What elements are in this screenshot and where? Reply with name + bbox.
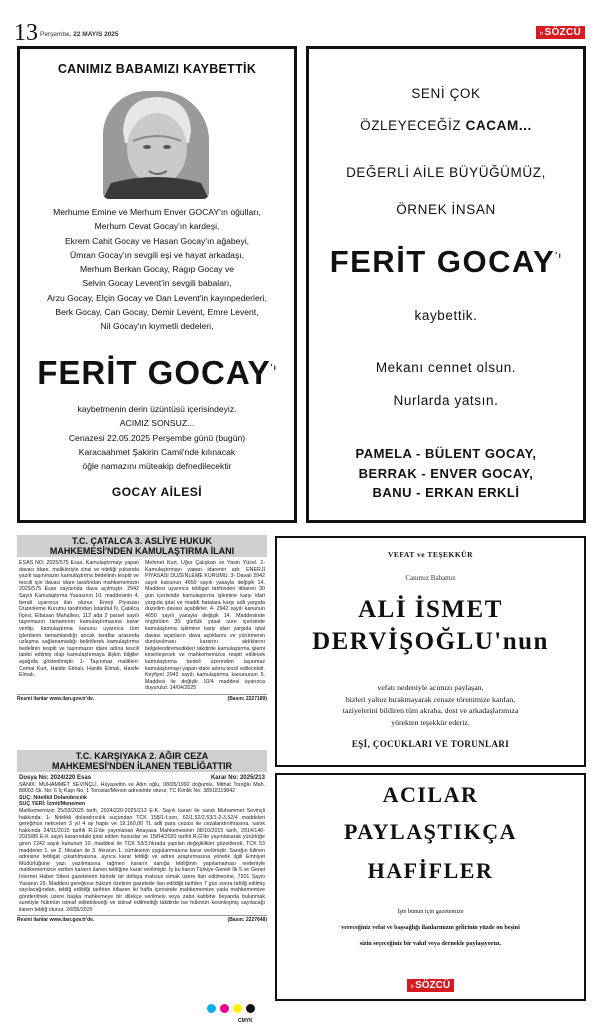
deceased-portrait-photo: [103, 91, 209, 199]
notice1-left-column: ESAS NO: 2025/575 Esas. Kamulaştırmayı yapan davacı idare, malikleriyle cinsi ve niteliği yukarıda yazılı taşınmazın kamulaştırma bedelinin tespiti ve tescili için davacı idare tarafından mahkememizin 2025/575 Esas sayısında dava açılmıştır. 2942 Sayılı Kamulaştırma Yasasının 10. maddesinin 4. bendi uyarınca ilan olunur. Enerji Piyasası Düzenleme Kurumu tarafından İstanbul İli, Çatalca İlçesi, Elbasan Mahallesi, 112 ada 2 parsel sayılı taşınmazın tamamının kamulaştırmasına karar verilip, kamulaştırma kanunu uyarınca tüm işlemlerin tamamlandığı ancak taraflar arasında uzlaşma sağlanamadığı belirtilerek kamulaştırma bedelinin tespiti ve taşınmazın idare adına tescili talebi edilmiş olup kamulaştırmaya ilişkin bilgiler aşağıda gösterilmiştir. 1- Taşınmaz malikleri: Cemal Kurt, Halide Elmalı, Hanife Elmalı, Hanife Elmalı,: [19, 560, 139, 679]
notice2-crime-location: SUÇ YERİ: İzmit/Menemen: [19, 801, 86, 808]
ad2-line3: DEĞERLİ AİLE BÜYÜĞÜMÜZ,: [346, 165, 546, 180]
ad2-signatures: PAMELA - BÜLENT GOCAY, BERRAK - ENVER GOCAY, BANU - ERKAN ERKLİ: [355, 446, 537, 500]
obituary-ad-gocay-family: [17, 46, 297, 523]
cyan-dot: [207, 1004, 216, 1013]
ad2-line5: kaybettik.: [414, 308, 478, 323]
ad1-deceased-name: FERİT $GOCAY^{'ı}$: [37, 354, 277, 391]
ad4-line1: ACILAR: [382, 782, 479, 807]
ad1-title: CANIMIZ BABAMIZI KAYBETTİK: [57, 62, 257, 76]
magenta-dot: [220, 1004, 229, 1013]
ad4-text2: vereceğiniz vefat ve başsağlığı ilanlarınızın gelirinin yüzde on beşini: [341, 924, 520, 931]
ad4-text1: İşte bunun için gazetemize: [397, 908, 464, 915]
legal-notice-catalca: [17, 535, 267, 748]
obituary-ad-cacam: [306, 46, 586, 523]
ad3-thanks-text: vefatı nedeniyle acımızı paylaşan, bizleri yalnız bırakmayarak cenaze törenimize katılan, taziyelerini bildiren tüm akraba, dost ve arkadaşlarımıza yürekten teşekkür ederiz.: [342, 683, 519, 727]
ad1-family-signature: GOCAY AİLESİ: [111, 485, 203, 499]
notice2-title: T.C. KARŞIYAKA 2. AĞIR CEZA MAHKEMESİ'NDEN İLANEN TEBLİĞATTIR: [17, 750, 267, 772]
ad2-line1: SENİ ÇOK: [411, 86, 481, 101]
ad2-line7: Nurlarda yatsın.: [393, 393, 499, 408]
ad2-line4: ÖRNEK İNSAN: [396, 202, 496, 217]
vefat-tesekkur-ad: [275, 536, 586, 767]
ad4-text3: sizin seçeceğiniz bir vakıf veya dernekle paylaşıyoruz.: [359, 940, 502, 947]
yellow-dot: [233, 1004, 242, 1013]
ad2-line6: Mekanı cennet olsun.: [375, 360, 517, 375]
sozcu-logo[interactable]: trSÖZCÜ: [536, 26, 585, 39]
notice1-title: T.C. ÇATALCA 3. ASLİYE HUKUK MAHKEMESİ'NDEN KAMULAŞTIRMA İLANI: [17, 535, 267, 557]
notice2-footer: Resmi ilanlar www.ilan.gov.tr'de. (Basın: 2227648): [17, 917, 267, 924]
notice2-case-numbers: Dosya No: 2024/220 Esas Karar No: 2025/213: [19, 775, 265, 781]
ad2-line2: ÖZLEYECEĞİZ CACAM...: [360, 118, 532, 133]
notice1-right-column: Mehmet Kurt, Uğur Çalışkan ve Yasin Yücel. 2- Kamulaştırmayı yapan idarenin adı: ENERJİ PİYASASI DÜZENLEME KURUMU. 3- Davalı 2942 sayılı kanunun 4650 sayılı yasayla değişik 14. Maddesi uyarınca tebligat tarihinden itibaren 30 gün içerisinde kamulaştırma işlemine karşı idari yargıda iptal ve maddi hatalara karşı adli yargıda düzeltim davası açabilirler. 4- 2942 sayılı kanunun 4650 sayılı yasayla değişik 14. Maddesinde öngörülen 30 günlük yasal süre içerisinde kamulaştırma işlemine karşı idari yargıda iptal davası açanların dava açtıklarını ve yürütmenin durdurulması kararını aldıklarını belgelendiremedikleri takdirde kamulaştırma işlemi kesinleşecek ve mahkememizce tespit edilecek kamulaştırma bedeli üzerinden taşınmaz kamulaştırmayı yapan idare adına tescil edilecektir. Keyfiyet 2942 sayılı kamulaştırma kanununun 5. Maddesi ile değişik 10/4 maddesi uyarınca duyurulur. 14/04/2025: [145, 560, 265, 692]
ad1-family-lines: Merhume Emine ve Merhum Enver GOCAY'ın oğulları, Merhum Cevat Gocay'ın kardeşi, Ekrem Cahit Gocay ve Hasan Gocay'ın ağabeyi, Ümran Gocay'ın sevgili eşi ve hayat arkadaşı, Merhum Berkan Gocay, Ragıp Gocay ve Selvin Gocay Levent'in sevgili babaları, Arzu Gocay, Elçin Gocay ve Dan Levent'in kayınpederleri, Berk Gocay, Can Gocay, Demir Levent, Emre Levent, Nil Gocay'ın kıymetli dedeleri,: [47, 207, 267, 332]
ad3-family-signature: EŞİ, ÇOCUKLARI VE TORUNLARI: [351, 739, 510, 749]
ad2-deceased-name: FERİT $GOCAY^{'ı}$: [329, 244, 563, 279]
ad1-funeral-info: kaybetmenin derin üzüntüsü içerisindeyiz. ACIMIZ SONSUZ... Cenazesi 22.05.2025 Perşembe günü (bugün) Karacaahmet Şakirin Camii'nde kılınacak öğle namazını müteakip defnedilecektir: [68, 404, 246, 472]
notice2-defendant: SANIK: MUHAMMET SEVİNÇLİ, Hüyasettin ve Altın oğlu, 08/05/1992 doğumlu, Mithat Toroğlu Mah. 88003 Sk. No: 6 İç Kapı No: 1 Toroslar/Mersin adresinde oturur, TC Kimlik No: 38918119842: [19, 781, 265, 795]
ad4-line3: HAFİFLER: [367, 858, 494, 883]
ad4-sozcu-logo: trSÖZCÜ: [407, 979, 454, 992]
ad3-name-line1: ALİ İSMET: [358, 596, 503, 623]
ad3-name-line2: DERVİŞOĞLU'nun: [312, 628, 549, 655]
print-registration-dots: [207, 1004, 255, 1013]
notice2-crime: SUÇ: Nitelikli Dolandırıcılık: [19, 794, 87, 801]
notice2-body: Mahkememizin 25/03/2025 tarih, 2024/220-2025/213 E-K. Sayılı kararı ile sanık Muhammet Sevinçli hakkında: 1- Nitelikli dolandırıcılık suçundan TCK 158/1-f,son, 62/1,52/2,53/1-2-3,52/4 maddeleri gereğince neticeten 3 yıl 4 ay hapis ve 19.160,00 TL adli para cezası ile cezalandırılmasına, sanık hakkında 24/11/2015 tarihli R.G'de yayınlanan Anayasa Mahkemesinin 08/10/2015 tarih, 2014/140-2015/85 E-K sayılı kararındaki iptal edilen hususlar ve 15/04/2020 tarihli R.G'de yayınlanarak yürürlüğe giren 7242 sayılı kanunun 10. maddesi ile TCK 53/3.fıkrada yapılan değişiklikler gözetilerek, TCK 53 maddenin 1. ve 2. fıkraları ile 3. fıkranın 1. cümlesinin uygulanmasına karar verilmiştir. Sanığın bilinen adresine tebligat çıkartılmasına, ayrıca karar tebliği ve adres araştırmasına yönelik ilgili Emniyet Müdürlüğüne yazı yazılmasına rağmen kararın sanığa tebliğinin yapılamaması nedeniyle mahkememizce verilen kararın ilanen tebliğine karar verilmiştir. İş bu ilanın Türkiye Geneli İlk 5 ve Genel İnternet Haber Sitesi gazetelerin birinde bir defaya mahsus olmak üzere ilan edilmesine, 7201 Sayılı Yasanın 29. Maddesi gereğince hüküm özetinin gazetede ilan edildiği tarihten 7 gün sonra tebliğ edilmiş sayılacağından, tebliğ edildiği tarihten itibaren iki hafta içerisinde mahkememize yada mahkememize gönderilmek üzere başka mahkemeye bir dilekçe verilmesi veya zabıt katibine beyanda bulunmak suretiyle hükmün istinaf edilebileceği ve istinaf edilmediği takdirde ise hükmün kesinleşmiş sayılacağı ilanen tebliğ olunur. 20/05/2025: [19, 807, 265, 913]
legal-notice-karsiyaka: [17, 750, 267, 1002]
notice1-footer: Resmi ilanlar www.ilan.gov.tr'de. (Basın: 2227189): [17, 695, 267, 702]
acilar-paylastikca-promo: [275, 773, 586, 1001]
cmyk-label: CMYK: [238, 1018, 253, 1024]
page-date: Perşembe, 22 MAYIS 2025: [40, 31, 119, 38]
ad3-title: VEFAT ve TEŞEKKÜR: [387, 550, 474, 559]
ad4-line2: PAYLAŞTIKÇA: [344, 819, 517, 844]
black-dot: [246, 1004, 255, 1013]
page-number: 13: [14, 20, 38, 46]
ad3-subtitle: Canımız Babamız: [405, 574, 456, 582]
